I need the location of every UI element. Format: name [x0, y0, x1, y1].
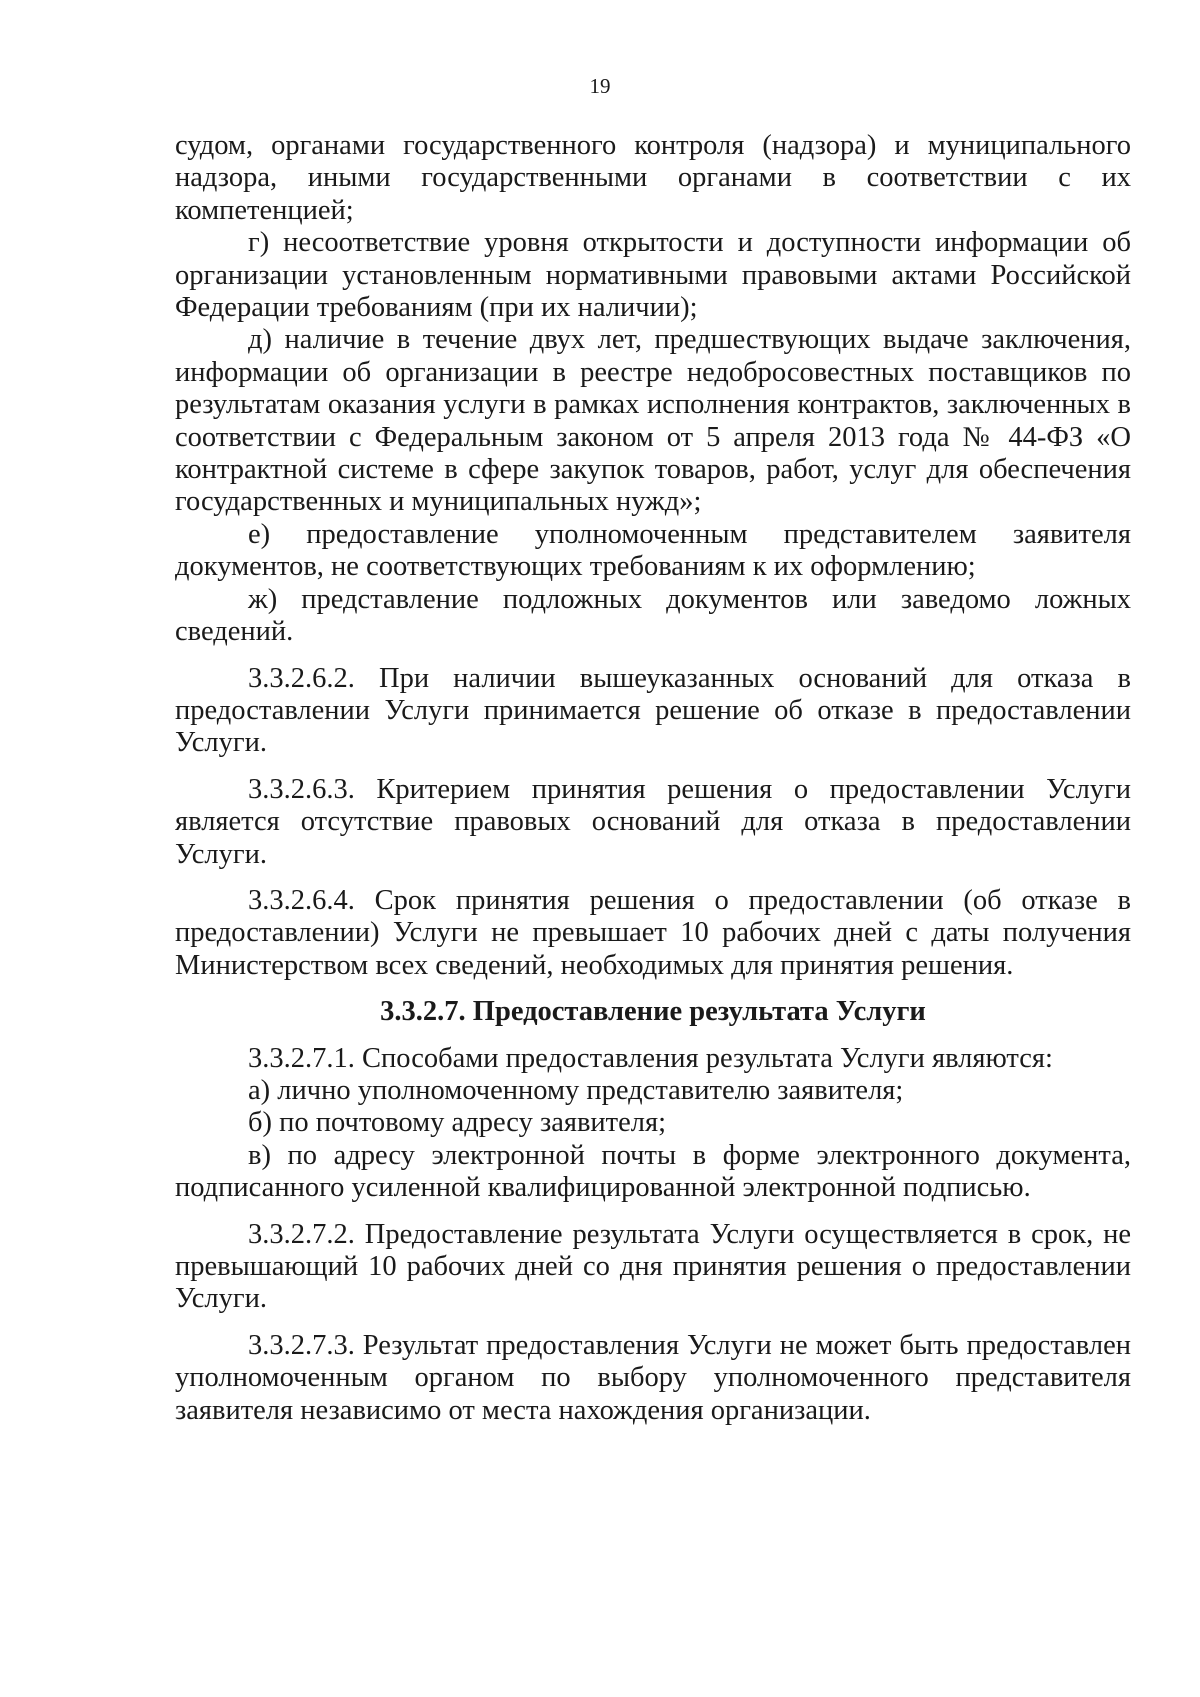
- section-heading: 3.3.2.7. Предоставление результата Услуги: [380, 996, 926, 1028]
- clause-3-3-2-6-4: 3.3.2.6.4. Срок принятия решения о предоставлении (об отказе в предоставлении) Услуги не превышает 10 рабочих дней с даты получения Министерством всех сведений, необходимых для принятия решения.: [175, 884, 1131, 981]
- list-item-g: г) несоответствие уровня открытости и доступности информации об организации установленным нормативными правовыми актами Российской Федерации требованиям (при их наличии);: [175, 227, 1131, 324]
- document-body: [175, 130, 1131, 1427]
- list-item-d: д) наличие в течение двух лет, предшествующих выдаче заключения, информации об организации в реестре недобросовестных поставщиков по результатам оказания услуги в рамках исполнения контрактов, заключенных в соответствии с Федеральным законом от 5 апреля 2013 года № 44-ФЗ «О контрактной системе в сфере закупок товаров, работ, услуг для обеспечения государственных и муниципальных нужд»;: [175, 324, 1131, 518]
- list-item-e: е) предоставление уполномоченным представителем заявителя документов, не соответствующих требованиям к их оформлению;: [175, 518, 1131, 583]
- list-item-v: в) по адресу электронной почты в форме электронного документа, подписанного усиленной квалифицированной электронной подписью.: [175, 1139, 1131, 1204]
- page-number: 19: [589, 74, 611, 98]
- clause-3-3-2-7-2: 3.3.2.7.2. Предоставление результата Услуги осуществляется в срок, не превышающий 10 рабочих дней со дня принятия решения о предоставлении Услуги.: [175, 1218, 1131, 1315]
- clause-3-3-2-6-3: 3.3.2.6.3. Критерием принятия решения о предоставлении Услуги является отсутствие правовых оснований для отказа в предоставлении Услуги.: [175, 773, 1131, 870]
- list-item-a: а) лично уполномоченному представителю заявителя;: [248, 1074, 904, 1106]
- clause-3-3-2-6-2: 3.3.2.6.2. При наличии вышеуказанных оснований для отказа в предоставлении Услуги принимается решение об отказе в предоставлении Услуги.: [175, 662, 1131, 759]
- list-item-zh: ж) представление подложных документов или заведомо ложных сведений.: [175, 583, 1131, 648]
- clause-3-3-2-7-1: 3.3.2.7.1. Способами предоставления результата Услуги являются:: [248, 1042, 1053, 1074]
- paragraph-continuation: судом, органами государственного контроля (надзора) и муниципального надзора, иными государственными органами в соответствии с их компетенцией;: [175, 130, 1131, 226]
- clause-3-3-2-7-3: 3.3.2.7.3. Результат предоставления Услуги не может быть предоставлен уполномоченным органом по выбору уполномоченного представителя заявителя независимо от места нахождения организации.: [175, 1329, 1131, 1426]
- list-item-b: б) по почтовому адресу заявителя;: [248, 1107, 667, 1139]
